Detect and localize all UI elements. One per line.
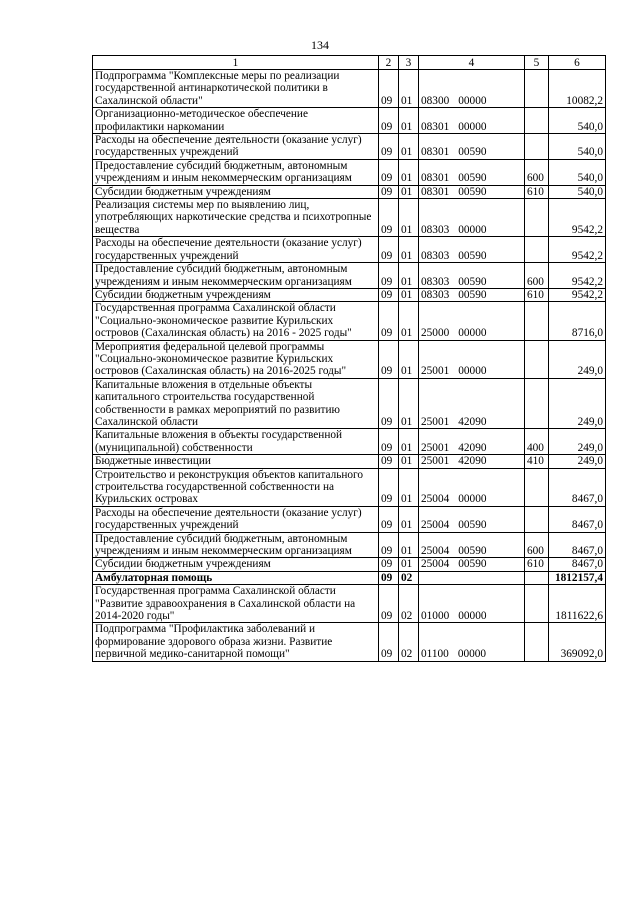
row-target-code: 25001	[421, 415, 450, 428]
table-row	[93, 571, 606, 584]
table-row	[93, 263, 606, 289]
table-row	[93, 623, 606, 661]
row-amount: 9542,2	[549, 237, 606, 263]
row-target-code: 08301	[421, 120, 450, 133]
row-section: 09	[379, 558, 399, 571]
row-amount: 249,0	[549, 378, 606, 429]
row-expense-type	[525, 378, 549, 429]
row-subsection: 02	[399, 571, 419, 584]
row-subsection: 02	[399, 623, 419, 661]
table-row	[93, 237, 606, 263]
row-name: Подпрограмма "Профилактика заболеваний и формирование здорового образа жизни. Развитие первичной медико-санитарной помощи"	[93, 623, 379, 661]
row-amount: 8467,0	[549, 506, 606, 532]
row-subsection: 01	[399, 237, 419, 263]
row-section: 09	[379, 378, 399, 429]
row-expense-type	[525, 571, 549, 584]
row-expense-type	[525, 585, 549, 623]
row-name: Мероприятия федеральной целевой программы "Социально-экономическое развитие Курильских островов (Сахалинская область) на 2016-2025 годы"	[93, 340, 379, 378]
header-cell-section: 2	[379, 56, 399, 70]
row-name: Расходы на обеспечение деятельности (оказание услуг) государственных учреждений	[93, 134, 379, 160]
budget-table-body	[93, 56, 606, 662]
row-subsection: 01	[399, 302, 419, 340]
row-section: 09	[379, 571, 399, 584]
row-section: 09	[379, 70, 399, 108]
row-target-direction: 00590	[458, 288, 487, 301]
table-row	[93, 302, 606, 340]
row-section: 09	[379, 199, 399, 237]
row-target-code: 25001	[421, 455, 450, 468]
row-section: 09	[379, 108, 399, 134]
table-header-row	[93, 56, 606, 70]
row-name: Организационно-методическое обеспечение профилактики наркомании	[93, 108, 379, 134]
row-amount: 540,0	[549, 108, 606, 134]
row-amount: 10082,2	[549, 70, 606, 108]
row-section: 09	[379, 468, 399, 506]
row-target-article	[419, 455, 525, 468]
row-expense-type: 600	[525, 263, 549, 289]
row-name: Реализация системы мер по выявлению лиц, употребляющих наркотические средства и психотропные вещества	[93, 199, 379, 237]
row-target-article	[419, 237, 525, 263]
row-amount: 1811622,6	[549, 585, 606, 623]
row-expense-type	[525, 199, 549, 237]
row-subsection: 01	[399, 263, 419, 289]
row-name: Амбулаторная помощь	[93, 571, 379, 584]
row-name: Капитальные вложения в объекты государственной (муниципальной) собственности	[93, 429, 379, 455]
row-name: Предоставление субсидий бюджетным, автономным учреждениям и иным некоммерческим организациям	[93, 532, 379, 558]
row-subsection: 01	[399, 108, 419, 134]
table-row	[93, 378, 606, 429]
row-expense-type	[525, 237, 549, 263]
row-target-article	[419, 199, 525, 237]
row-target-direction: 00590	[458, 545, 487, 558]
header-cell-target: 4	[419, 56, 525, 70]
row-subsection: 01	[399, 455, 419, 468]
row-expense-type: 400	[525, 429, 549, 455]
row-section: 09	[379, 302, 399, 340]
row-target-code: 08300	[421, 94, 450, 107]
row-amount: 540,0	[549, 185, 606, 198]
row-target-article	[419, 532, 525, 558]
row-subsection: 01	[399, 468, 419, 506]
row-name: Строительство и реконструкция объектов капитального строительства государственной собственности на Курильских островах	[93, 468, 379, 506]
row-target-direction: 00590	[458, 558, 487, 571]
row-target-article	[419, 70, 525, 108]
row-expense-type	[525, 506, 549, 532]
row-expense-type	[525, 134, 549, 160]
row-subsection: 01	[399, 134, 419, 160]
row-expense-type: 610	[525, 185, 549, 198]
row-target-code: 25004	[421, 545, 450, 558]
row-target-direction: 00000	[457, 648, 487, 661]
row-section: 09	[379, 134, 399, 160]
row-target-article	[419, 340, 525, 378]
row-target-direction: 00000	[458, 610, 487, 623]
row-subsection: 01	[399, 340, 419, 378]
row-target-direction: 00590	[458, 275, 487, 288]
row-target-direction: 00000	[458, 493, 487, 506]
row-expense-type	[525, 468, 549, 506]
row-amount: 249,0	[549, 340, 606, 378]
row-target-code: 08301	[421, 146, 450, 159]
row-expense-type	[525, 70, 549, 108]
row-name: Государственная программа Сахалинской области "Социально-экономическое развитие Курильских островов (Сахалинская область) на 2016 - 2025 годы"	[93, 302, 379, 340]
row-target-direction: 00590	[458, 146, 487, 159]
row-target-code: 25001	[421, 441, 450, 454]
row-section: 09	[379, 159, 399, 185]
table-row	[93, 532, 606, 558]
row-target-article	[419, 288, 525, 301]
row-name: Бюджетные инвестиции	[93, 455, 379, 468]
row-target-direction: 00000	[458, 120, 487, 133]
row-name: Субсидии бюджетным учреждениям	[93, 558, 379, 571]
row-expense-type: 610	[525, 288, 549, 301]
row-target-article	[419, 429, 525, 455]
table-row	[93, 108, 606, 134]
row-target-direction: 42090	[458, 455, 487, 468]
row-name: Капитальные вложения в отдельные объекты капитального строительства государственной собственности в рамках мероприятий по развитию Сахалинской области	[93, 378, 379, 429]
table-row	[93, 468, 606, 506]
row-target-article	[419, 585, 525, 623]
row-amount: 540,0	[549, 159, 606, 185]
row-target-article	[419, 623, 525, 661]
row-target-direction: 00590	[458, 185, 487, 198]
row-amount: 1812157,4	[549, 571, 606, 584]
row-target-article	[419, 108, 525, 134]
table-row	[93, 288, 606, 301]
header-cell-subsection: 3	[399, 56, 419, 70]
row-target-article	[419, 506, 525, 532]
row-target-direction: 00590	[458, 519, 487, 532]
row-section: 09	[379, 532, 399, 558]
row-subsection: 01	[399, 506, 419, 532]
row-section: 09	[379, 340, 399, 378]
row-subsection: 01	[399, 378, 419, 429]
row-target-article	[419, 302, 525, 340]
row-name: Подпрограмма "Комплексные меры по реализации государственной антинаркотической политики в Сахалинской области"	[93, 70, 379, 108]
row-section: 09	[379, 623, 399, 661]
row-target-code: 25000	[421, 327, 450, 340]
row-amount: 249,0	[549, 455, 606, 468]
row-subsection: 01	[399, 558, 419, 571]
row-expense-type	[525, 108, 549, 134]
row-target-direction: 42090	[458, 415, 487, 428]
table-row	[93, 159, 606, 185]
page-number: 134	[311, 38, 329, 52]
row-target-article	[419, 468, 525, 506]
row-target-article	[419, 558, 525, 571]
row-subsection: 01	[399, 185, 419, 198]
row-expense-type	[525, 302, 549, 340]
row-section: 09	[379, 237, 399, 263]
row-target-direction: 00000	[458, 327, 487, 340]
row-section: 09	[379, 506, 399, 532]
row-expense-type	[525, 340, 549, 378]
row-amount: 9542,2	[549, 199, 606, 237]
row-amount: 9542,2	[549, 288, 606, 301]
row-target-code: 25001	[421, 365, 450, 378]
row-name: Субсидии бюджетным учреждениям	[93, 288, 379, 301]
row-amount: 8467,0	[549, 532, 606, 558]
table-row	[93, 134, 606, 160]
row-name: Предоставление субсидий бюджетным, автономным учреждениям и иным некоммерческим организациям	[93, 159, 379, 185]
header-cell-amount: 6	[549, 56, 606, 70]
row-name: Расходы на обеспечение деятельности (оказание услуг) государственных учреждений	[93, 237, 379, 263]
table-row	[93, 429, 606, 455]
row-target-direction: 42090	[458, 441, 487, 454]
header-cell-name: 1	[93, 56, 379, 70]
row-name: Государственная программа Сахалинской области "Развитие здравоохранения в Сахалинской области на 2014-2020 годы"	[93, 585, 379, 623]
row-name: Предоставление субсидий бюджетным, автономным учреждениям и иным некоммерческим организациям	[93, 263, 379, 289]
row-subsection: 01	[399, 70, 419, 108]
row-name: Субсидии бюджетным учреждениям	[93, 185, 379, 198]
table-row	[93, 585, 606, 623]
row-section: 09	[379, 263, 399, 289]
row-expense-type: 410	[525, 455, 549, 468]
row-subsection: 02	[399, 585, 419, 623]
row-target-direction: 00000	[458, 365, 487, 378]
row-target-code: 25004	[421, 519, 450, 532]
row-subsection: 01	[399, 429, 419, 455]
row-section: 09	[379, 585, 399, 623]
row-amount: 249,0	[549, 429, 606, 455]
row-target-code: 01000	[421, 610, 450, 623]
row-section: 09	[379, 455, 399, 468]
row-target-article	[419, 185, 525, 198]
row-expense-type	[525, 623, 549, 661]
table-row	[93, 455, 606, 468]
header-cell-expense-type: 5	[525, 56, 549, 70]
table-row	[93, 506, 606, 532]
row-amount: 540,0	[549, 134, 606, 160]
row-amount: 8467,0	[549, 468, 606, 506]
row-target-article	[419, 263, 525, 289]
row-target-code: 01100	[421, 648, 449, 661]
row-amount: 9542,2	[549, 263, 606, 289]
table-row	[93, 558, 606, 571]
row-target-code: 08303	[421, 275, 450, 288]
row-target-code: 25004	[421, 558, 450, 571]
row-target-direction: 00000	[458, 223, 487, 236]
row-target-code: 08303	[421, 223, 450, 236]
row-expense-type: 600	[525, 532, 549, 558]
row-target-code: 08303	[421, 288, 450, 301]
row-target-direction: 00590	[458, 249, 487, 262]
row-target-article	[419, 571, 525, 584]
row-section: 09	[379, 429, 399, 455]
table-row	[93, 70, 606, 108]
row-expense-type: 610	[525, 558, 549, 571]
row-subsection: 01	[399, 288, 419, 301]
row-target-code: 08301	[421, 172, 450, 185]
row-target-code: 08301	[421, 185, 450, 198]
row-target-code: 25004	[421, 493, 450, 506]
row-target-article	[419, 378, 525, 429]
row-section: 09	[379, 185, 399, 198]
row-target-direction: 00590	[458, 172, 487, 185]
row-expense-type: 600	[525, 159, 549, 185]
row-subsection: 01	[399, 199, 419, 237]
row-amount: 8716,0	[549, 302, 606, 340]
table-row	[93, 340, 606, 378]
row-target-direction: 00000	[458, 94, 487, 107]
row-amount: 8467,0	[549, 558, 606, 571]
row-subsection: 01	[399, 159, 419, 185]
budget-table	[92, 55, 606, 662]
row-name: Расходы на обеспечение деятельности (оказание услуг) государственных учреждений	[93, 506, 379, 532]
row-target-article	[419, 134, 525, 160]
row-amount: 369092,0	[549, 623, 606, 661]
table-row	[93, 185, 606, 198]
row-target-article	[419, 159, 525, 185]
table-row	[93, 199, 606, 237]
row-target-code: 08303	[421, 249, 450, 262]
row-subsection: 01	[399, 532, 419, 558]
row-target-direction	[421, 572, 430, 584]
row-section: 09	[379, 288, 399, 301]
